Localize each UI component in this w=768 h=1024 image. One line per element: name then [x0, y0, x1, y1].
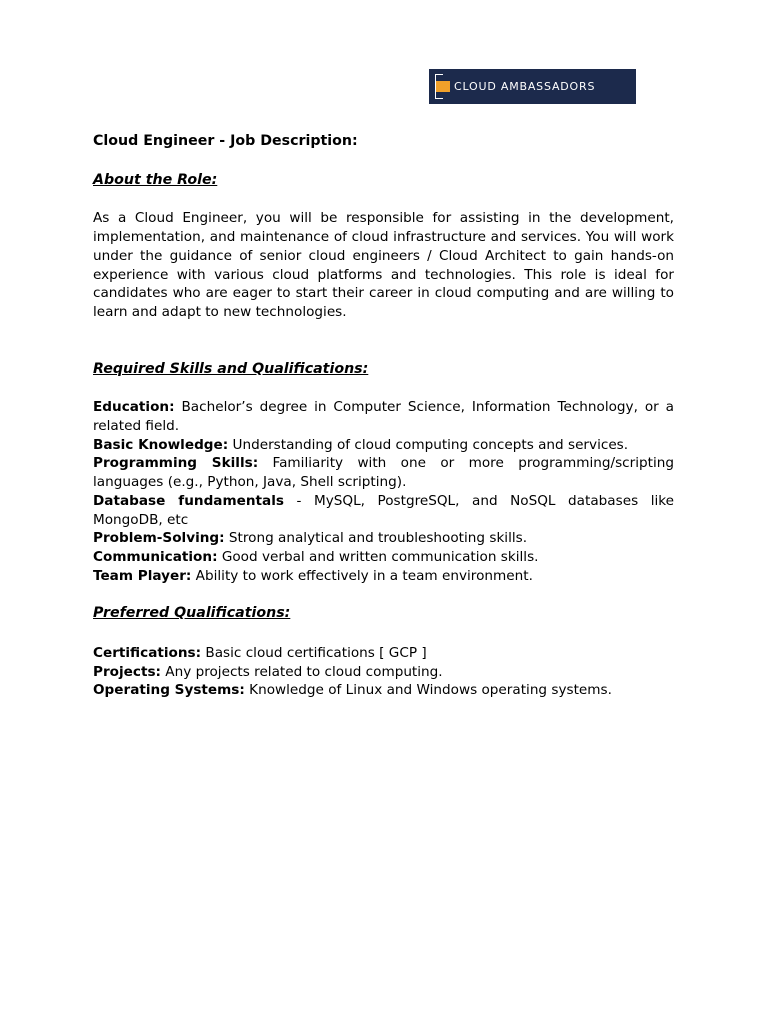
item-label: Team Player:: [93, 567, 192, 584]
item-label: Problem-Solving:: [93, 530, 225, 547]
list-item: [93, 529, 674, 548]
list-item: [93, 454, 674, 491]
item-label: Basic Knowledge:: [93, 436, 229, 453]
list-item: [93, 567, 674, 586]
list-item: [93, 663, 674, 682]
required-heading: Required Skills and Qualifications:: [93, 360, 369, 377]
item-label: Communication:: [93, 548, 218, 565]
item-text: Ability to work effectively in a team environment.: [191, 567, 533, 584]
item-text: Knowledge of Linux and Windows operating systems.: [244, 682, 612, 699]
item-label: Projects:: [93, 663, 161, 680]
company-logo: [429, 69, 636, 104]
required-list: [93, 398, 674, 585]
list-item: [93, 492, 674, 529]
item-text: Strong analytical and troubleshooting skills.: [224, 530, 528, 547]
list-item: [93, 436, 674, 455]
list-item: [93, 398, 674, 435]
item-label: Certifications:: [93, 645, 202, 662]
item-label: Operating Systems:: [93, 682, 245, 699]
item-label: Programming Skills:: [93, 455, 259, 472]
item-text: Familiarity with one or more programming/scripting languages (e.g., Python, Java, Shell scripting).: [93, 455, 674, 491]
item-text: - MySQL, PostgreSQL, and NoSQL databases like MongoDB, etc: [93, 492, 674, 528]
list-item: [93, 548, 674, 567]
list-item: [93, 644, 674, 663]
item-text: Any projects related to cloud computing.: [160, 663, 443, 680]
logo-text: CLOUD AMBASSADORS: [454, 80, 596, 93]
item-text: Good verbal and written communication skills.: [217, 548, 539, 565]
item-text: Bachelor’s degree in Computer Science, Information Technology, or a related field.: [93, 399, 674, 435]
document-body: [93, 132, 674, 700]
about-heading: About the Role:: [93, 171, 218, 188]
list-item: [93, 681, 674, 700]
about-paragraph: As a Cloud Engineer, you will be responsible for assisting in the development, implementation, and maintenance of cloud infrastructure and services. You will work under the guidance of senior cloud engineers / Cloud Architect to gain hands-on experience with various cloud platforms and technologies. This role is ideal for candidates who are eager to start their career in cloud computing and are willing to learn and adapt to new technologies.: [93, 210, 674, 320]
item-label: Database fundamentals: [93, 492, 284, 509]
preferred-list: [93, 644, 674, 700]
logo-square-icon: [436, 81, 450, 92]
item-text: Understanding of cloud computing concepts and services.: [228, 436, 629, 453]
preferred-heading: Preferred Qualifications:: [93, 605, 291, 622]
item-label: Education:: [93, 399, 175, 416]
item-text: Basic cloud certifications [ GCP ]: [201, 645, 427, 662]
document-title: Cloud Engineer - Job Description:: [93, 133, 358, 149]
